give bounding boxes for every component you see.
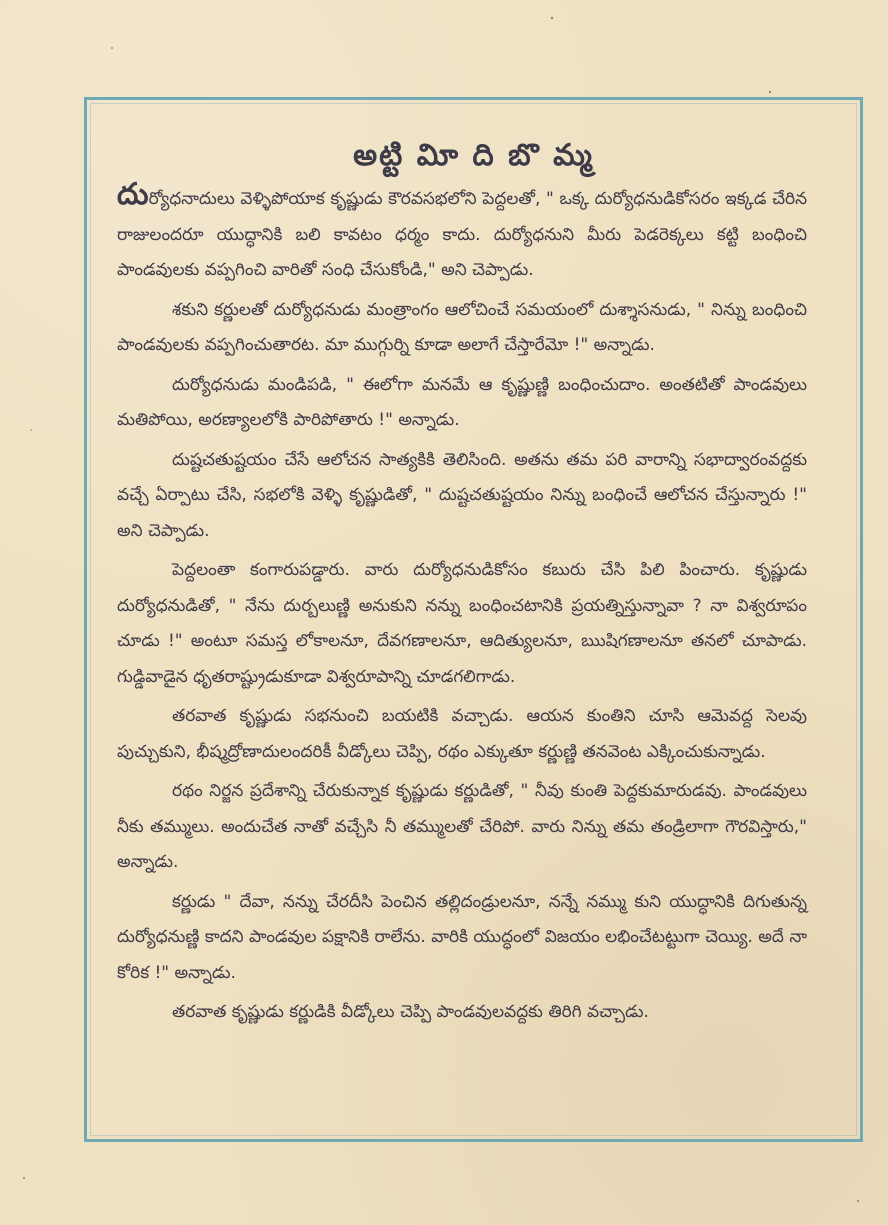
paragraph-1-dropcap: దు [117, 177, 149, 212]
paragraph-1-text: ర్యోధనాదులు వెళ్ళిపోయాక కృష్ణుడు కౌరవసభలోని పెద్దలతో, " ఒక్క దుర్యోధనుడికోసరం ఇక్కడ చేరిన రాజులందరూ యుద్ధానికి బలి కావటం ధర్మం కాదు. దుర్యోధనుని మీరు పెడరెక్కలు కట్టి బంధించి పాండవులకు వప్పగించి వారితో సంధి చేసుకోండి," అని చెప్పాడు. [117, 189, 807, 280]
paragraph-2: శకుని కర్ణులతో దుర్యోధనుడు మంత్రాంగం ఆలోచించే సమయంలో దుశ్శాసనుడు, " నిన్ను బంధించి పాండవులకు వప్పగించుతారట. మా ముగ్గుర్ని కూడా అలాగే చేస్తారేమో !" అన్నాడు. [117, 299, 807, 355]
paragraph-5: పెద్దలంతా కంగారుపడ్డారు. వారు దుర్యోధనుడికోసం కబురు చేసి పిలి పించారు. కృష్ణుడు దుర్యోధనుడితో, " నేను దుర్బలుణ్ణి అనుకుని నన్ను బంధించటానికి ప్రయత్నిస్తున్నావా ? నా విశ్వరూపం చూడు !" అంటూ సమస్త లోకాలనూ, దేవగణాలనూ, ఆదిత్యులనూ, ఋషిగణాలనూ తనలో చూపాడు. గుడ్డివాడైన ధృతరాష్ట్రుడుకూడా విశ్వరూపాన్ని చూడగలిగాడు. [117, 560, 807, 687]
story-title: అట్టి విూ ది బొ మ్మ [353, 138, 594, 173]
paragraph-8: కర్ణుడు " దేవా, నన్ను చేరదీసి పెంచిన తల్లిదండ్రులనూ, నన్నే నమ్ము కుని యుద్ధానికి దిగుతున్న దుర్యోధనుణ్ణి కాదని పాండవుల పక్షానికి రాలేను. వారికి యుద్ధంలో విజయం లభించేటట్టుగా చెయ్యి. అదే నా కోరిక !" అన్నాడు. [117, 891, 807, 983]
paragraph-9: తరవాత కృష్ణుడు కర్ణుడికి వీడ్కోలు చెప్పి పాండవులవద్దకు తిరిగి వచ్చాడు. [172, 1002, 649, 1022]
story-body [117, 177, 807, 1035]
paragraph-3: దుర్యోధనుడు మండిపడి, " ఈలోగా మనమే ఆ కృష్ణుణ్ణి బంధించుదాం. అంతటితో పాండవులు మతిపోయి, అరణ్యాలలోకి పారిపోతారు !" అన్నాడు. [117, 374, 807, 430]
paragraph-6: తరవాత కృష్ణుడు సభనుంచి బయటికి వచ్చాడు. ఆయన కుంతిని చూసి ఆమెవద్ద సెలవు పుచ్చుకుని, భీష్మద్రోణాదులందరికీ వీడ్కోలు చెప్పి, రథం ఎక్కుతూ కర్ణుణ్ణి తనవెంట ఎక్కించుకున్నాడు. [117, 706, 807, 762]
paragraph-4: దుష్టచతుష్టయం చేసే ఆలోచన సాత్యకికి తెలిసింది. అతను తమ పరి వారాన్ని సభాద్వారంవద్దకు వచ్చే ఏర్పాటు చేసి, సభలోకి వెళ్ళి కృష్ణుడితో, " దుష్టచతుష్టయం నిన్ను బంధించే ఆలోచన చేస్తున్నారు !" అని చెప్పాడు. [117, 449, 807, 541]
paragraph-7: రథం నిర్జన ప్రదేశాన్ని చేరుకున్నాక కృష్ణుడు కర్ణుడితో, " నీవు కుంతి పెద్దకుమారుడవు. పాండవులు నీకు తమ్ములు. అందుచేత నాతో వచ్చేసి నీ తమ్ములతో చేరిపో. వారు నిన్ను తమ తండ్రిలాగా గౌరవిస్తారు," అన్నాడు. [117, 781, 807, 872]
paragraph-1 [117, 177, 807, 289]
